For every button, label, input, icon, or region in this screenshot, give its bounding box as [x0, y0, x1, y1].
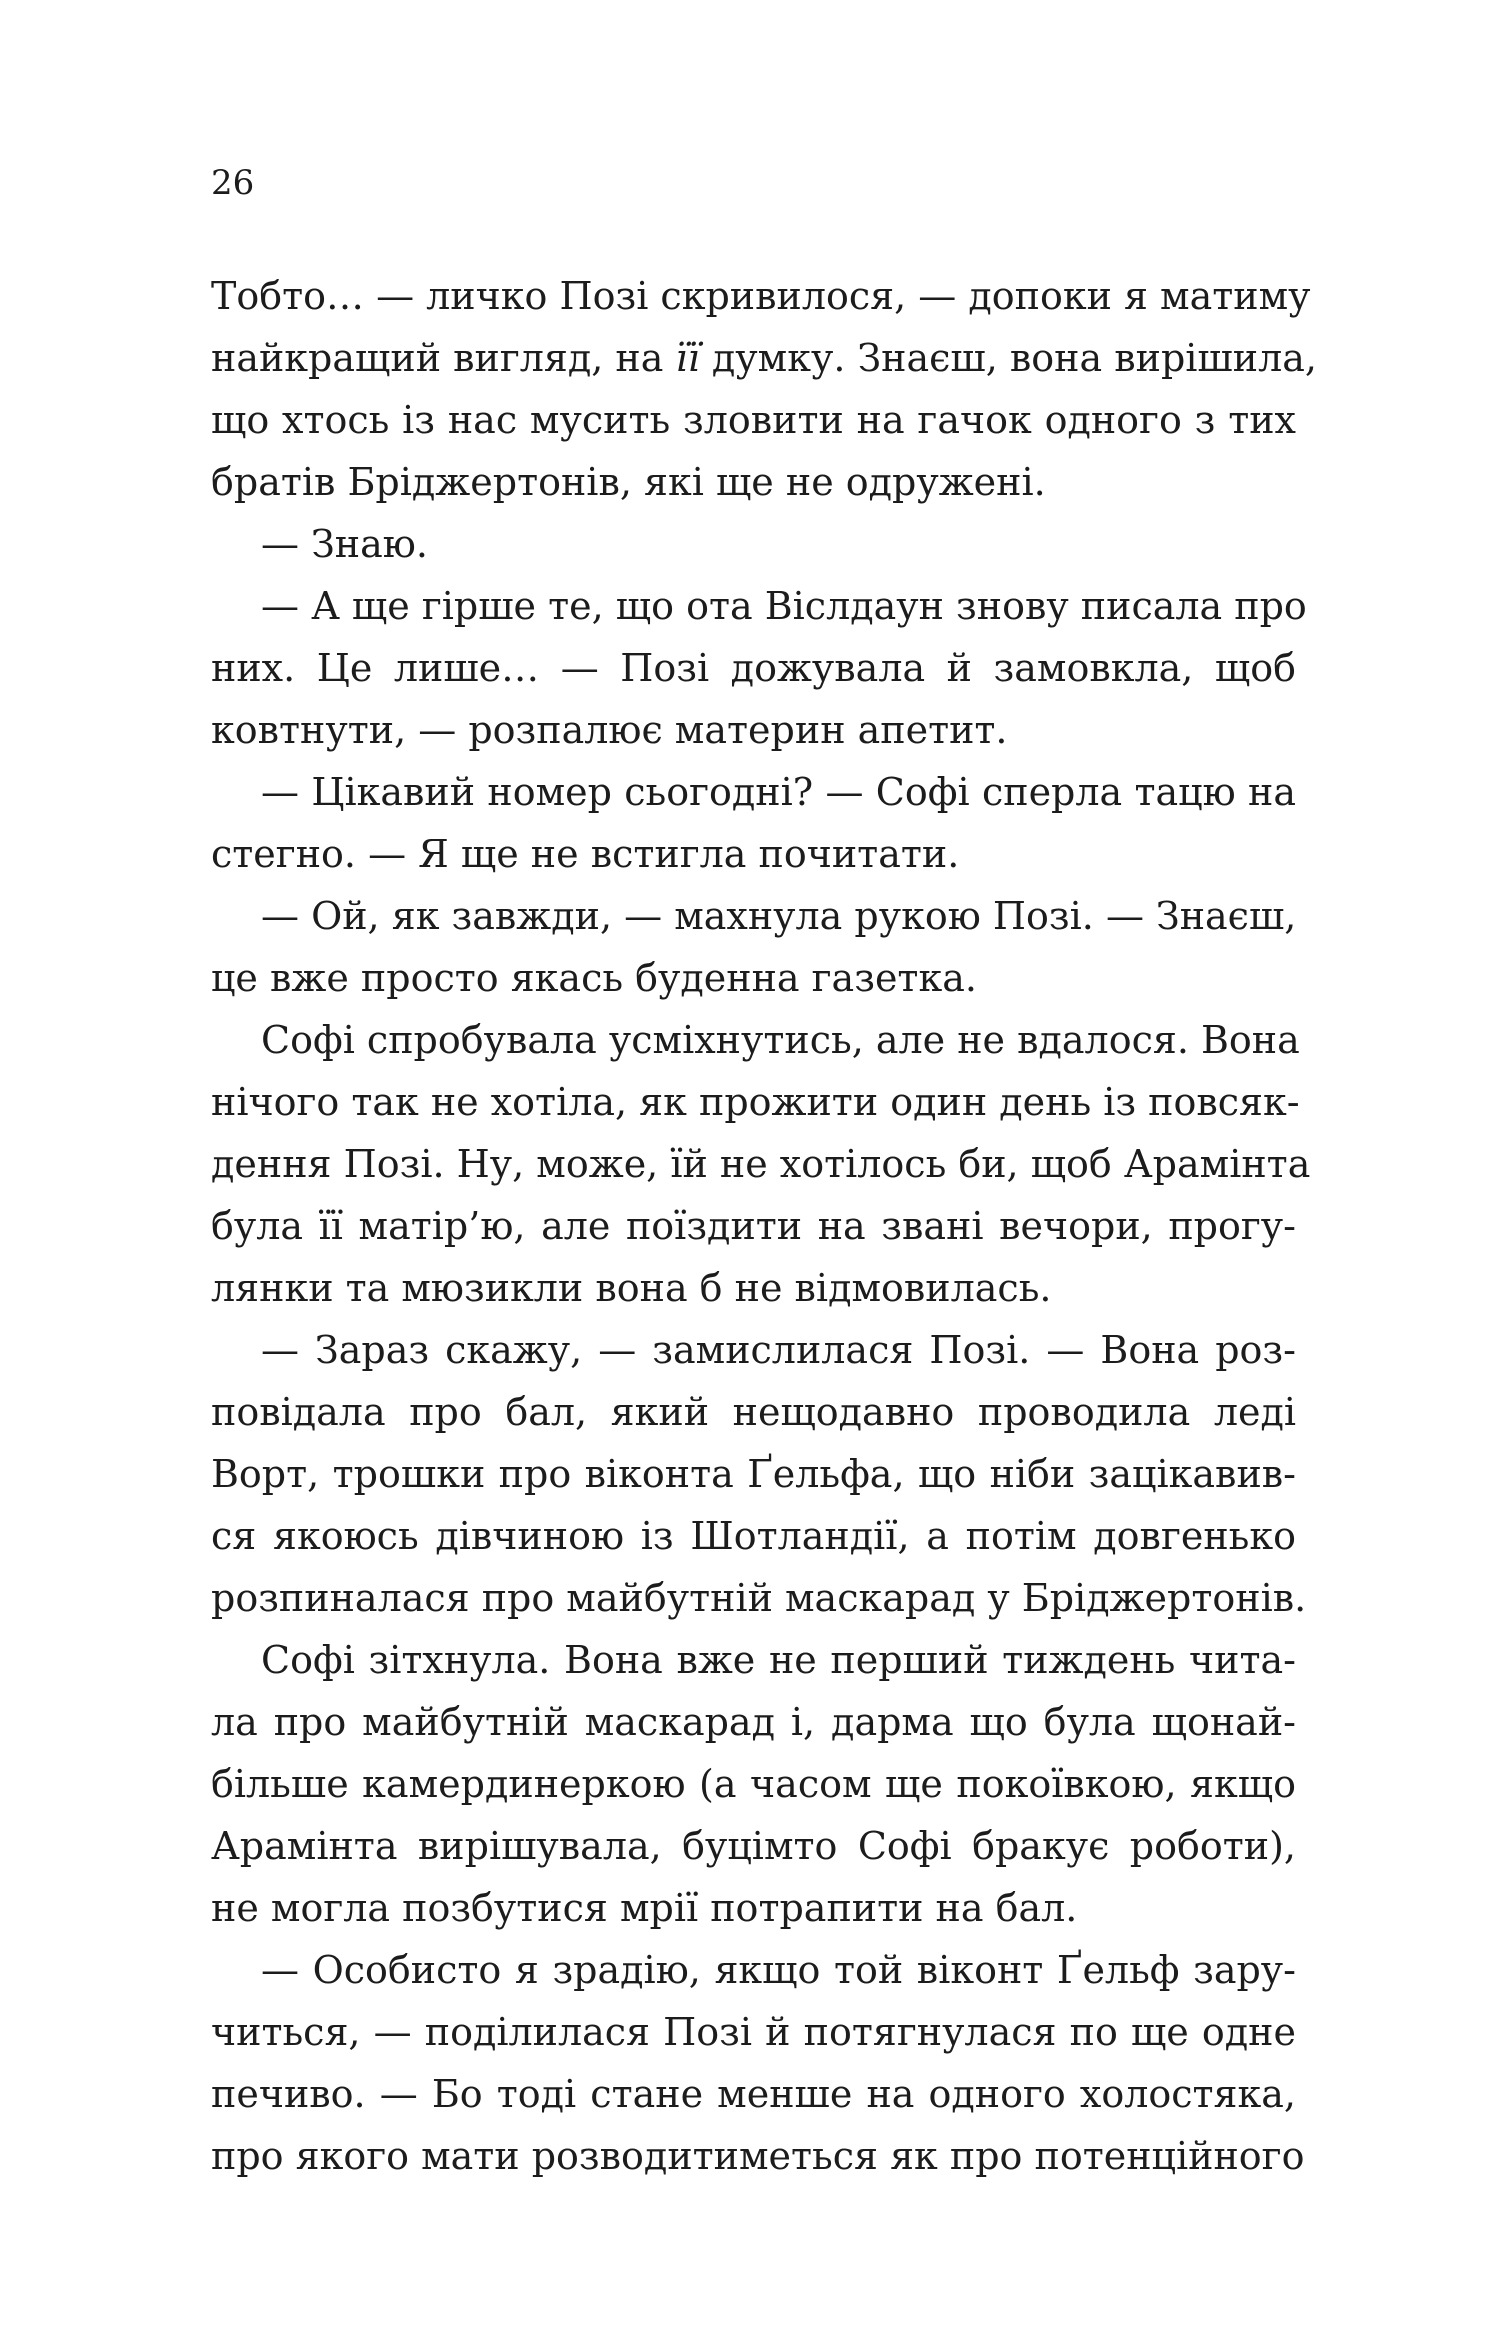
dialogue-line: — Цікавий номер сьогодні? — Софі сперла тацю на [261, 770, 1296, 814]
text-line: ковтнути, — розпалює материн апетит. [211, 708, 1008, 752]
text-line: була її матір’ю, але поїздити на звані вечори, прогу- [211, 1204, 1296, 1248]
text-line: це вже просто якась буденна газетка. [211, 956, 977, 1000]
paragraph-first-line: Софі зітхнула. Вона вже не перший тиждень чита- [261, 1638, 1296, 1682]
text-line: лянки та мюзикли вона б не відмовилась. [211, 1266, 1052, 1310]
text-line: Арамінта вирішувала, буцімто Софі бракує роботи), [211, 1824, 1296, 1868]
text-line: розпиналася про майбутній маскарад у Бріджертонів. [211, 1576, 1307, 1620]
dialogue-line: — Ой, як завжди, — махнула рукою Позі. — Знаєш, [261, 894, 1297, 938]
text-line: дення Позі. Ну, може, їй не хотілось би, щоб Арамінта [211, 1142, 1311, 1186]
text-line: не могла позбутися мрії потрапити на бал. [211, 1886, 1078, 1930]
text-fragment: думку. Знаєш, вона вирішила, [711, 336, 1317, 380]
text-line: нічого так не хотіла, як прожити один день із повсяк- [211, 1080, 1300, 1124]
dialogue-line: — Особисто я зрадію, якщо той віконт Ґельф зару- [261, 1948, 1296, 1992]
emphasis-word: її [675, 336, 700, 380]
text-line [211, 327, 1317, 389]
text-line: читься, — поділилася Позі й потягнулася по ще одне [211, 2010, 1296, 2054]
text-line: братів Бріджертонів, які ще не одружені. [211, 460, 1046, 504]
text-line: ла про майбутній маскарад і, дарма що була щонай- [211, 1700, 1296, 1744]
text-line: ся якоюсь дівчиною із Шотландії, а потім довгенько [211, 1514, 1296, 1558]
page-number: 26 [211, 163, 255, 203]
body-text [211, 265, 1317, 2187]
text-line: Тобто… — личко Позі скривилося, — допоки я матиму [211, 274, 1311, 318]
text-line: печиво. — Бо тоді стане менше на одного холостяка, [211, 2072, 1296, 2116]
text-line: Ворт, трошки про віконта Ґельфа, що ніби зацікавив- [211, 1452, 1296, 1496]
text-line: більше камердинеркою (а часом ще покоївкою, якщо [211, 1762, 1296, 1806]
dialogue-line: — А ще гірше те, що ота Віслдаун знову писала про [261, 584, 1307, 628]
text-line: стегно. — Я ще не встигла почитати. [211, 832, 960, 876]
dialogue-line: — Знаю. [261, 522, 428, 566]
text-line: повідала про бал, який нещодавно проводила леді [211, 1390, 1296, 1434]
text-fragment: найкращий вигляд, на [211, 336, 664, 380]
dialogue-line: — Зараз скажу, — замислилася Позі. — Вона роз- [261, 1328, 1296, 1372]
paragraph-first-line: Софі спробувала усміхнутись, але не вдалося. Вона [261, 1018, 1300, 1062]
text-line: них. Це лише… — Позі дожувала й замовкла, щоб [211, 646, 1296, 690]
text-line: що хтось із нас мусить зловити на гачок одного з тих [211, 398, 1296, 442]
text-line: про якого мати розводитиметься як про потенційного [211, 2134, 1305, 2178]
